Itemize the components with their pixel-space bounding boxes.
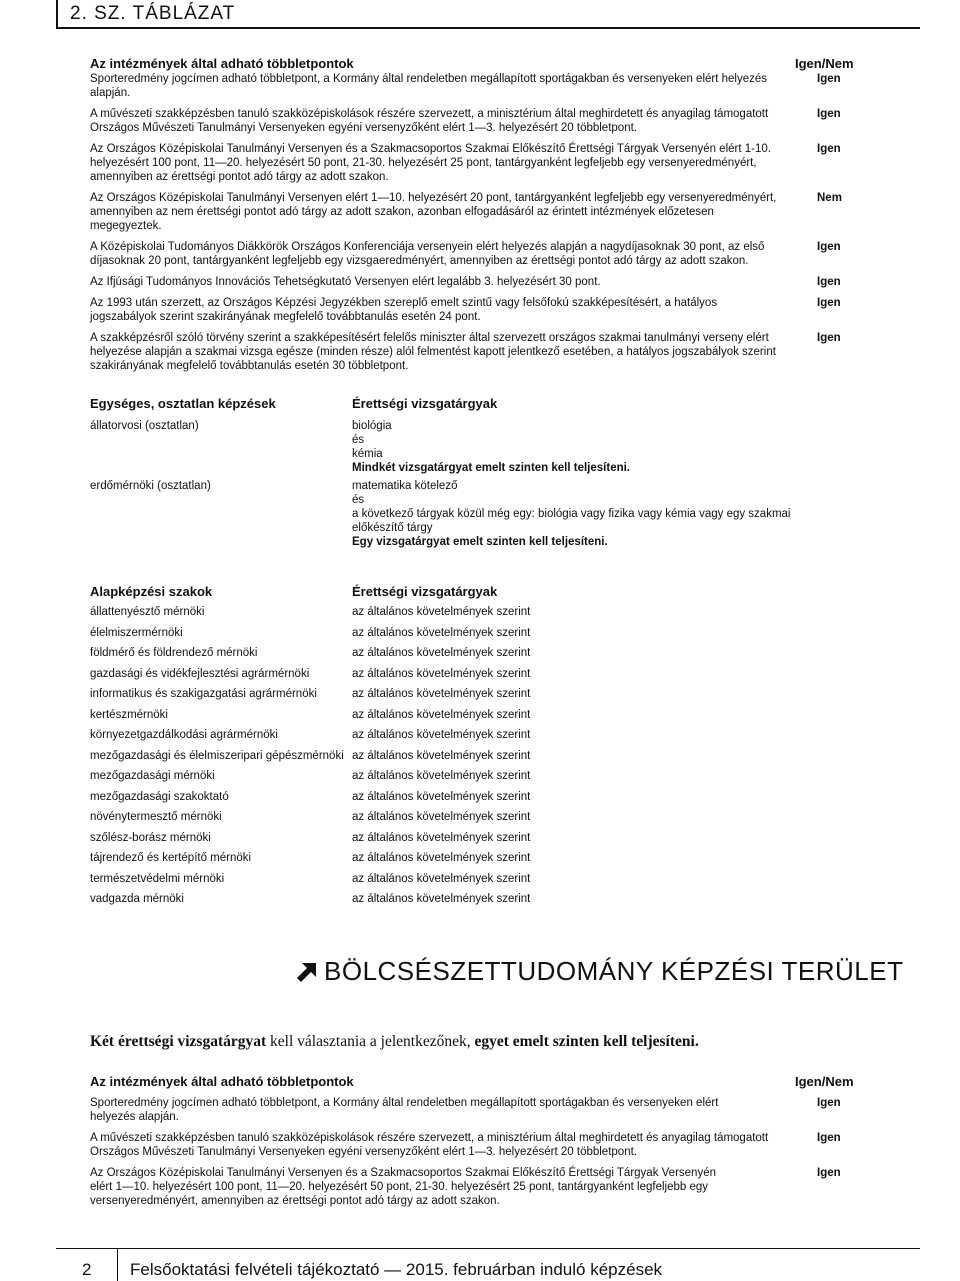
table-row bbox=[90, 790, 850, 804]
row-text: Az 1993 után szerzett, az Országos Képzési Jegyzékben szereplő emelt szintű vagy felsőfokú szakképesítésért, a hatályos jogszabályok szerint szakirányának megfelelő továbbtanulás esetén 24 pont. bbox=[90, 297, 718, 323]
page-header bbox=[0, 0, 960, 28]
program-name: mezőgazdasági és élelmiszeripari gépészmérnöki bbox=[90, 749, 344, 762]
table-header bbox=[90, 1074, 854, 1090]
table-row bbox=[90, 687, 850, 701]
table-row bbox=[90, 1096, 850, 1124]
table-header bbox=[90, 584, 850, 602]
row-text: Sporteredmény jogcímen adható többletpont, a Kormány által rendeletben megállapított sportágakban és versenyeken elért helyezés alapján. bbox=[90, 1097, 719, 1123]
subject-requirement: az általános követelmények szerint bbox=[352, 852, 531, 864]
program-name: környezetgazdálkodási agrármérnöki bbox=[90, 729, 278, 741]
row-text: A művészeti szakképzésben tanuló szakközépiskolások részére szervezett, a minisztérium által meghirdetett és anyagilag támogatott Országos Művészeti Tanulmányi Versenyeken egyéni versenyzőként elért 1—3. helyezésért 20 többletpont. bbox=[90, 1132, 769, 1158]
requirement-note: Mindkét vizsgatárgyat emelt szinten kell teljesíteni. bbox=[352, 462, 631, 474]
subject-list bbox=[352, 419, 822, 475]
section-intro bbox=[90, 1032, 890, 1052]
row-answer: Igen bbox=[817, 73, 841, 85]
arrow-up-right-icon bbox=[296, 961, 318, 983]
subject-requirement: az általános követelmények szerint bbox=[352, 708, 531, 721]
table-row bbox=[90, 107, 850, 135]
row-text: Az Ifjúsági Tudományos Innovációs Tehetségkutató Versenyen elért legalább 3. helyezésért 30 pont. bbox=[90, 276, 601, 288]
page-title: 2. SZ. TÁBLÁZAT bbox=[70, 3, 236, 24]
row-text: A szakképzésről szóló törvény szerint a szakképesítésért felelős miniszter által szervezett országos szakmai tanulmányi verseny elért helyezése alapján a szakmai vizsga egésze (minden része) alól felmentést kapott jelentkező esetében, a hatályos jogszabályok szerint szakirányának megfelelő továbbtanulás esetén 30 többletpont. bbox=[90, 332, 776, 372]
subject-requirement: az általános követelmények szerint bbox=[352, 811, 531, 823]
row-text: Sporteredmény jogcímen adható többletpont, a Kormány által rendeletben megállapított sportágakban és versenyeken elért helyezés alapján. bbox=[90, 73, 768, 99]
row-text: Az Országos Középiskolai Tanulmányi Versenyen és a Szakmacsoportos Szakmai Előkészítő Érettségi Tárgyak Versenyén elért 1—10. helyezésért 100 pont, 11—20. helyezésért 50 pont, 21-30. helyezésért 25 pont, tantárgyanként legfeljebb egy versenyeredményért, amennyiben az érettségi pontot adó tárgy az adott szakon. bbox=[90, 1167, 716, 1207]
table-row bbox=[90, 296, 850, 324]
column-header-subjects: Érettségi vizsgatárgyak bbox=[352, 584, 498, 599]
program-name: informatikus és szakigazgatási agrármérnöki bbox=[90, 688, 317, 700]
table-row bbox=[90, 240, 850, 268]
row-answer: Igen bbox=[817, 143, 841, 155]
table-row bbox=[90, 769, 850, 783]
program-list bbox=[90, 605, 850, 906]
table-row bbox=[90, 749, 850, 763]
table-row bbox=[90, 872, 850, 886]
table-row bbox=[90, 708, 850, 722]
program-name: gazdasági és vidékfejlesztési agrármérnöki bbox=[90, 667, 310, 680]
header-rule bbox=[56, 27, 920, 29]
section-title: BÖLCSÉSZETTUDOMÁNY KÉPZÉSI TERÜLET bbox=[324, 956, 904, 986]
program-name: élelmiszermérnöki bbox=[90, 626, 183, 639]
subject-requirement: az általános követelmények szerint bbox=[352, 688, 531, 700]
subject-line: és bbox=[352, 434, 365, 446]
subject-requirement: az általános követelmények szerint bbox=[352, 606, 531, 618]
table-row bbox=[90, 191, 850, 233]
table-row bbox=[90, 851, 850, 865]
program-name: állatorvosi (osztatlan) bbox=[90, 420, 199, 432]
table-header bbox=[90, 396, 850, 414]
bonus-points-table-2 bbox=[90, 1074, 854, 1208]
table-row bbox=[90, 72, 850, 100]
column-header-yes-no: Igen/Nem bbox=[795, 1074, 854, 1089]
footer-rule bbox=[56, 1248, 920, 1249]
page-number: 2 bbox=[82, 1260, 92, 1279]
page-footer bbox=[0, 1248, 960, 1281]
table-header bbox=[90, 56, 854, 72]
program-name: növénytermesztő mérnöki bbox=[90, 811, 222, 823]
intro-bold-start: Két érettségi vizsgatárgyat bbox=[90, 1033, 267, 1050]
subject-line: biológia bbox=[352, 420, 392, 432]
subject-line: matematika kötelező bbox=[352, 480, 458, 492]
table-row bbox=[90, 419, 850, 474]
program-name: mezőgazdasági szakoktató bbox=[90, 790, 229, 803]
row-answer: Igen bbox=[817, 1132, 841, 1144]
footer-text: Felsőoktatási felvételi tájékoztató — 2015. februárban induló képzések bbox=[130, 1260, 663, 1279]
subject-list bbox=[352, 479, 822, 549]
program-name: erdőmérnöki (osztatlan) bbox=[90, 480, 211, 492]
subject-requirement: az általános követelmények szerint bbox=[352, 647, 531, 659]
bachelor-programs-table bbox=[90, 584, 850, 906]
table-row bbox=[90, 667, 850, 681]
subject-line: és bbox=[352, 494, 365, 506]
table-row bbox=[90, 479, 850, 548]
program-name: földmérő és földrendező mérnöki bbox=[90, 647, 258, 659]
program-name: tájrendező és kertépítő mérnöki bbox=[90, 852, 252, 864]
subject-requirement: az általános követelmények szerint bbox=[352, 749, 531, 762]
subject-requirement: az általános követelmények szerint bbox=[352, 770, 531, 782]
table-row bbox=[90, 275, 850, 289]
column-header-points: Az intézmények által adható többletpontok bbox=[90, 1074, 354, 1089]
row-answer: Igen bbox=[817, 1167, 841, 1179]
row-text: A Középiskolai Tudományos Diákkörök Országos Konferenciája versenyein elért helyezés alapján a nagydíjasoknak 30 pont, az első díjasoknak 20 pont, tantárgyanként legfeljebb egy vizsgaeredményért, amennyiben az érettségi pontot adó tárgy az adott szakon. bbox=[90, 241, 765, 267]
row-answer: Igen bbox=[817, 1097, 841, 1109]
footer-divider bbox=[117, 1248, 118, 1281]
table-row bbox=[90, 331, 850, 373]
row-text: Az Országos Középiskolai Tanulmányi Versenyen és a Szakmacsoportos Szakmai Előkészítő Érettségi Tárgyak Versenyén elért 1-10. helyezésért 100 pont, 11—20. helyezésért 50 pont, 21-30. helyezésért 25 pont, tantárgyanként legfeljebb egy versenyeredményért, amennyiben az érettségi pontot adó tárgy az adott szakon. bbox=[90, 143, 771, 183]
program-name: mezőgazdasági mérnöki bbox=[90, 770, 215, 782]
program-name: szőlész-borász mérnöki bbox=[90, 831, 211, 844]
subject-requirement: az általános követelmények szerint bbox=[352, 831, 531, 844]
table-row bbox=[90, 646, 850, 660]
program-name: vadgazda mérnöki bbox=[90, 893, 184, 905]
intro-bold-end: egyet emelt szinten kell teljesíteni. bbox=[474, 1033, 699, 1050]
row-text: Az Országos Középiskolai Tanulmányi Versenyen elért 1—10. helyezésért 20 pont, tantárgyanként legfeljebb egy versenyeredményért, amennyiben az nem érettségi pontot adó tárgy az adott szakon, azonban elfogadásáról az érintett intézmények előzetesen megegyeztek. bbox=[90, 192, 777, 232]
program-name: kertészmérnöki bbox=[90, 708, 168, 721]
row-answer: Igen bbox=[817, 241, 841, 253]
intro-middle: kell választania a jelentkezőnek, bbox=[266, 1033, 475, 1050]
table-row bbox=[90, 142, 850, 184]
requirement-note: Egy vizsgatárgyat emelt szinten kell teljesíteni. bbox=[352, 536, 608, 548]
table-row bbox=[90, 892, 850, 906]
table-row bbox=[90, 626, 850, 640]
subject-requirement: az általános követelmények szerint bbox=[352, 872, 531, 885]
table-row bbox=[90, 831, 850, 845]
subject-line: a következő tárgyak közül még egy: biológia vagy fizika vagy kémia vagy egy szakmai előkészítő tárgy bbox=[352, 508, 791, 534]
column-header-yes-no: Igen/Nem bbox=[795, 56, 854, 71]
subject-requirement: az általános követelmények szerint bbox=[352, 667, 531, 680]
subject-requirement: az általános követelmények szerint bbox=[352, 790, 531, 803]
row-answer: Igen bbox=[817, 276, 841, 288]
subject-requirement: az általános követelmények szerint bbox=[352, 893, 531, 905]
row-answer: Igen bbox=[817, 297, 841, 309]
row-answer: Nem bbox=[817, 192, 842, 204]
column-header-program: Alapképzési szakok bbox=[90, 584, 213, 599]
undivided-programs-table bbox=[90, 396, 850, 548]
table-row bbox=[90, 605, 850, 619]
row-text: A művészeti szakképzésben tanuló szakközépiskolások részére szervezett, a minisztérium által meghirdetett és anyagilag támogatott Országos Művészeti Tanulmányi Versenyeken egyéni versenyzőként elért 1—3. helyezésért 20 többletpont. bbox=[90, 108, 769, 134]
subject-requirement: az általános követelmények szerint bbox=[352, 626, 531, 639]
table-row bbox=[90, 810, 850, 824]
subject-requirement: az általános követelmények szerint bbox=[352, 729, 531, 741]
row-answer: Igen bbox=[817, 108, 841, 120]
table-row bbox=[90, 728, 850, 742]
table-row bbox=[90, 1131, 850, 1159]
subject-line: kémia bbox=[352, 448, 383, 460]
row-answer: Igen bbox=[817, 332, 841, 344]
column-header-subjects: Érettségi vizsgatárgyak bbox=[352, 396, 498, 411]
column-header-program: Egységes, osztatlan képzések bbox=[90, 396, 276, 411]
column-header-points: Az intézmények által adható többletpontok bbox=[90, 56, 354, 71]
program-name: természetvédelmi mérnöki bbox=[90, 872, 225, 885]
table-row bbox=[90, 1166, 850, 1208]
bonus-points-table-1 bbox=[90, 56, 854, 373]
header-tick bbox=[56, 0, 58, 28]
program-name: állattenyésztő mérnöki bbox=[90, 606, 205, 618]
